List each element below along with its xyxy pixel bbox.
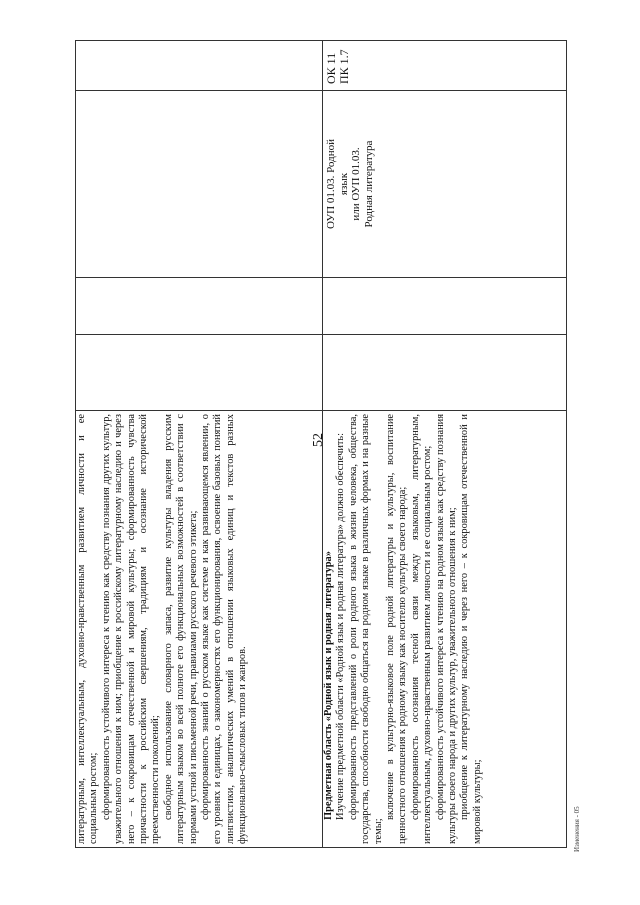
discipline-text [76,91,80,277]
paragraph: сформированность устойчивого интереса к чтению на родном языке как средству познания культуры своего народа и других культур, уважительного отношения к ним; [434,414,459,844]
content-text [76,411,250,847]
rotated-table-sheet [75,46,564,848]
content-text [323,411,484,847]
discipline-cell [323,91,567,278]
discipline-cell [76,91,323,278]
competency-text [76,41,80,90]
competency-code: ОК 11 [324,52,338,84]
competency-code: ПК 1.7 [337,49,351,84]
empty-cell [323,278,567,335]
paragraph: включение в культурно-языковое поле родной литературы и культуры, воспитание ценностного отношения к родному языку как носителю культуры своего народа; [385,414,409,844]
paragraph: сформированность устойчивого интереса к чтению как средству познания других культур, уважительного отношения к ним; приобщение к российскому литературному наследию и через него – к сокровищам отечественной и мировой культуры; сформированность чувства причастности к российским свершениям, традициям и осознание исторической преемственности поколений; [100,414,162,844]
empty-cell [76,278,323,335]
paragraph: литературным, интеллектуальным, духовно-нравственным развитием личности и ее социальным ростом; [76,414,100,844]
table-row [323,41,567,848]
section-heading: Предметная область «Родной язык и родная литература» [323,551,334,820]
paragraph: свободное использование словарного запаса, развитие культуры владения русским литературным языком во всей полноте его функциональных возможностей в соответствии с нормами устной и письменной речи, правилами русского речевого этикета; [162,414,199,844]
discipline-line: Родная литература [362,140,375,228]
table-row [76,41,323,848]
empty-cell [323,335,567,411]
paragraph: сформированность представлений о роли родного языка в жизни человека, общества, государства, способности свободно общаться на родном языке в различных формах и на разные темы; [347,414,384,844]
competency-cell [76,41,323,91]
paragraph: сформированность осознания тесной связи между языковым, литературным, интеллектуальным, духовно-нравственным развитием личности и ее социальным ростом; [409,414,434,844]
competency-text [323,41,353,90]
discipline-text [323,91,377,277]
paragraph: приобщение к литературному наследию и через него – к сокровищам отечественной и мировой культуры; [459,414,483,844]
discipline-line: или ОУП 01.03. [350,147,362,221]
discipline-line: ОУП 01.03. Родной [325,139,337,229]
content-cell [76,411,323,848]
content-cell [323,411,567,848]
empty-cell [76,335,323,411]
paragraph: сформированность знаний о русском языке как системе и как развивающемся явлении, о его уровнях и единицах, о закономерностях его функционирования, освоение базовых понятий лингвистики, аналитических умений в отношении языковых единиц и текстов разных функционально-смысловых типов и жанров. [200,414,249,844]
discipline-line: язык [337,172,350,196]
page-number: 52 [311,433,326,447]
paragraph: Изучение предметной области «Родной язык и родная литература» должно обеспечить: [335,432,347,820]
competency-table [75,40,567,848]
competency-cell [323,41,567,91]
revision-stamp: Изменения - 05 [573,806,581,852]
